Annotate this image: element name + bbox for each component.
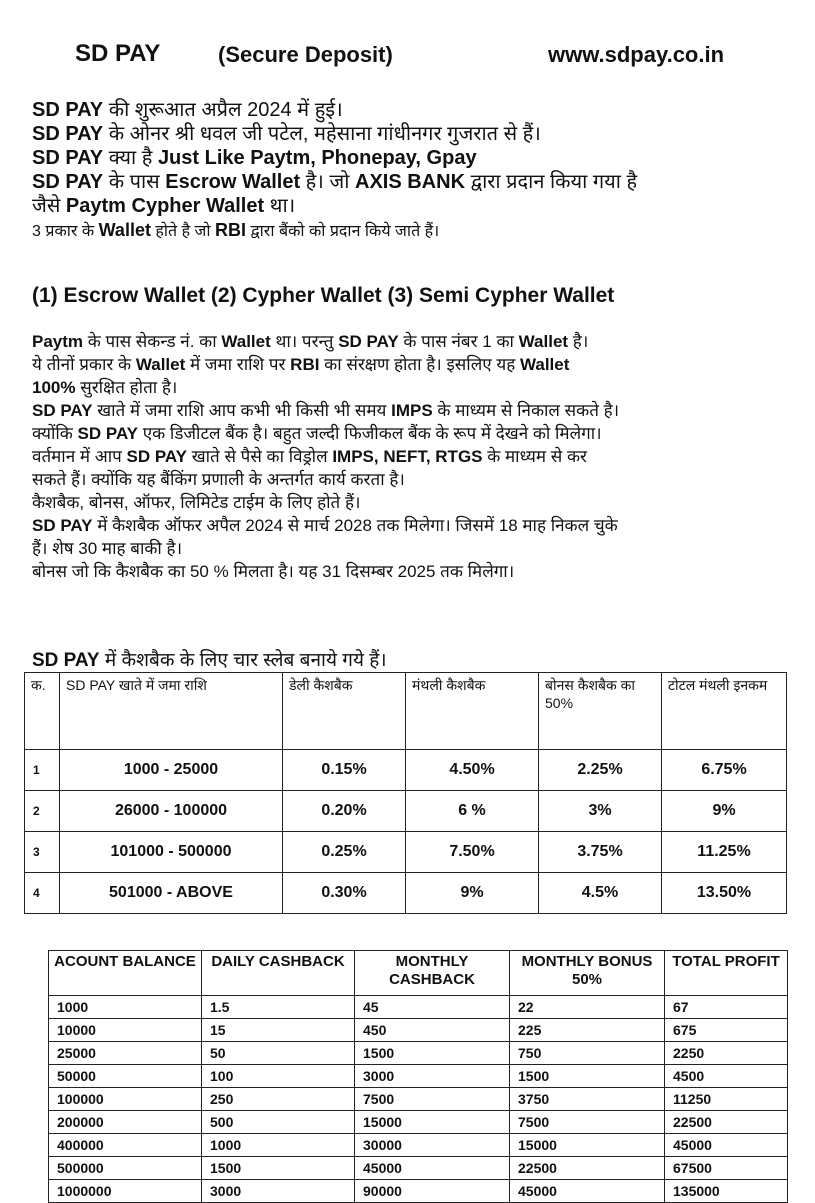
details-line: क्योंकि SD PAY एक डिजीटल बैंक है। बहुत जल्दी फिजीकल बैंक के रूप में देखने को मिलेगा। <box>32 424 602 443</box>
table-row <box>49 1111 788 1134</box>
total-profit: 45000 <box>665 1134 788 1157</box>
monthly-cashback: 1500 <box>355 1042 510 1065</box>
details-line: SD PAY खाते में जमा राशि आप कभी भी किसी भी समय IMPS के माध्यम से निकाल सकते है। <box>32 401 620 420</box>
bonus-cashback: 2.25% <box>539 750 662 791</box>
details-line: सकते हैं। क्योंकि यह बैंकिंग प्रणाली के अन्तर्गत कार्य करता है। <box>32 470 405 489</box>
table-row <box>49 1019 788 1042</box>
monthly-cashback: 9% <box>406 873 539 914</box>
deposit-range: 1000 - 25000 <box>60 750 283 791</box>
monthly-cashback: 450 <box>355 1019 510 1042</box>
slab-header-cell: टोटल मंथली इनकम <box>662 673 787 750</box>
table-row <box>25 873 787 914</box>
slab-header-cell: क. <box>25 673 60 750</box>
total-profit: 675 <box>665 1019 788 1042</box>
total-profit: 22500 <box>665 1111 788 1134</box>
daily-cashback: 0.15% <box>283 750 406 791</box>
account-balance: 25000 <box>49 1042 202 1065</box>
slab-header-cell: डेली कैशबैक <box>283 673 406 750</box>
daily-cashback: 1500 <box>202 1157 355 1180</box>
daily-cashback: 1000 <box>202 1134 355 1157</box>
account-balance: 1000000 <box>49 1180 202 1203</box>
monthly-bonus: 15000 <box>510 1134 665 1157</box>
slab-header-cell: मंथली कैशबैक <box>406 673 539 750</box>
intro-line: जैसे Paytm Cypher Wallet था। <box>32 195 296 217</box>
slab-index: 3 <box>25 832 60 873</box>
brand-subtitle: (Secure Deposit) <box>218 42 393 67</box>
table-row <box>49 1042 788 1065</box>
profit-header-cell: ACOUNT BALANCE <box>49 951 202 996</box>
intro-line: 3 प्रकार के Wallet होते है जो RBI द्वारा बैंको को प्रदान किये जाते हैं। <box>32 220 440 240</box>
document-header <box>0 40 815 80</box>
slab-table <box>24 672 787 914</box>
daily-cashback: 100 <box>202 1065 355 1088</box>
total-profit: 4500 <box>665 1065 788 1088</box>
monthly-cashback: 45000 <box>355 1157 510 1180</box>
table-row <box>49 1157 788 1180</box>
monthly-bonus: 7500 <box>510 1111 665 1134</box>
account-balance: 1000 <box>49 996 202 1019</box>
details-line: हैं। शेष 30 माह बाकी है। <box>32 539 183 558</box>
total-profit: 67 <box>665 996 788 1019</box>
monthly-cashback: 3000 <box>355 1065 510 1088</box>
table-row <box>49 1088 788 1111</box>
daily-cashback: 250 <box>202 1088 355 1111</box>
total-monthly-income: 11.25% <box>662 832 787 873</box>
bonus-cashback: 3.75% <box>539 832 662 873</box>
monthly-bonus: 750 <box>510 1042 665 1065</box>
daily-cashback: 0.25% <box>283 832 406 873</box>
total-monthly-income: 13.50% <box>662 873 787 914</box>
details-line: ये तीनों प्रकार के Wallet में जमा राशि पर RBI का संरक्षण होता है। इसलिए यह Wallet <box>32 355 570 374</box>
daily-cashback: 0.30% <box>283 873 406 914</box>
daily-cashback: 50 <box>202 1042 355 1065</box>
monthly-bonus: 22500 <box>510 1157 665 1180</box>
website-url: www.sdpay.co.in <box>548 42 725 67</box>
daily-cashback: 1.5 <box>202 996 355 1019</box>
intro-line: SD PAY की शुरूआत अप्रैल 2024 में हुई। <box>32 99 343 121</box>
total-profit: 135000 <box>665 1180 788 1203</box>
deposit-range: 26000 - 100000 <box>60 791 283 832</box>
account-balance: 400000 <box>49 1134 202 1157</box>
monthly-cashback: 7500 <box>355 1088 510 1111</box>
profit-header-cell: TOTAL PROFIT <box>665 951 788 996</box>
monthly-cashback: 30000 <box>355 1134 510 1157</box>
daily-cashback: 500 <box>202 1111 355 1134</box>
slab-header-cell: SD PAY खाते में जमा राशि <box>60 673 283 750</box>
monthly-bonus: 3750 <box>510 1088 665 1111</box>
intro-line: SD PAY के पास Escrow Wallet है। जो AXIS BANK द्वारा प्रदान किया गया है <box>32 171 638 193</box>
profit-header-row <box>49 951 788 996</box>
monthly-cashback: 7.50% <box>406 832 539 873</box>
details-line: SD PAY में कैशबैक ऑफर अपैल 2024 से मार्च 2028 तक मिलेगा। जिसमें 18 माह निकल चुके <box>32 516 618 535</box>
total-profit: 67500 <box>665 1157 788 1180</box>
deposit-range: 101000 - 500000 <box>60 832 283 873</box>
details-line: वर्तमान में आप SD PAY खाते से पैसे का विड्रोल IMPS, NEFT, RTGS के माध्यम से कर <box>32 447 587 466</box>
monthly-cashback: 90000 <box>355 1180 510 1203</box>
monthly-bonus: 1500 <box>510 1065 665 1088</box>
details-section <box>32 330 792 583</box>
table-row <box>49 1180 788 1203</box>
table-row <box>25 832 787 873</box>
intro-section <box>32 98 792 244</box>
account-balance: 200000 <box>49 1111 202 1134</box>
details-line: कैशबैक, बोनस, ऑफर, लिमिटेड टाईम के लिए होते हैं। <box>32 493 361 512</box>
monthly-bonus: 45000 <box>510 1180 665 1203</box>
slab-header-cell: बोनस कैशबैक का 50% <box>539 673 662 750</box>
table-row <box>49 1134 788 1157</box>
slab-header-row <box>25 673 787 750</box>
profit-header-cell: MONTHLY CASHBACK <box>355 951 510 996</box>
details-line: Paytm के पास सेकन्ड नं. का Wallet था। परन्तु SD PAY के पास नंबर 1 का Wallet है। <box>32 332 589 351</box>
slab-index: 2 <box>25 791 60 832</box>
total-monthly-income: 6.75% <box>662 750 787 791</box>
intro-line: SD PAY क्या है Just Like Paytm, Phonepay, Gpay <box>32 147 477 169</box>
daily-cashback: 15 <box>202 1019 355 1042</box>
total-monthly-income: 9% <box>662 791 787 832</box>
table-row <box>25 791 787 832</box>
profit-table-body <box>49 996 788 1203</box>
slab-table-heading: SD PAY में कैशबैक के लिए चार स्लेब बनाये गये हैं। <box>32 650 387 671</box>
bonus-cashback: 3% <box>539 791 662 832</box>
monthly-cashback: 15000 <box>355 1111 510 1134</box>
table-row <box>25 750 787 791</box>
brand-name: SD PAY <box>75 40 161 67</box>
details-line: बोनस जो कि कैशबैक का 50 % मिलता है। यह 31 दिसम्बर 2025 तक मिलेगा। <box>32 562 515 581</box>
account-balance: 500000 <box>49 1157 202 1180</box>
profit-table <box>48 950 788 1203</box>
account-balance: 10000 <box>49 1019 202 1042</box>
slab-index: 1 <box>25 750 60 791</box>
table-row <box>49 1065 788 1088</box>
monthly-cashback: 6 % <box>406 791 539 832</box>
monthly-bonus: 225 <box>510 1019 665 1042</box>
monthly-cashback: 4.50% <box>406 750 539 791</box>
deposit-range: 501000 - ABOVE <box>60 873 283 914</box>
monthly-cashback: 45 <box>355 996 510 1019</box>
details-line: 100% सुरक्षित होता है। <box>32 378 178 397</box>
bonus-cashback: 4.5% <box>539 873 662 914</box>
profit-header-cell: DAILY CASHBACK <box>202 951 355 996</box>
daily-cashback: 3000 <box>202 1180 355 1203</box>
wallet-types-heading: (1) Escrow Wallet (2) Cypher Wallet (3) Semi Cypher Wallet <box>32 284 615 307</box>
intro-line: SD PAY के ओनर श्री धवल जी पटेल, महेसाना गांधीनगर गुजरात से हैं। <box>32 123 541 145</box>
monthly-bonus: 22 <box>510 996 665 1019</box>
account-balance: 50000 <box>49 1065 202 1088</box>
account-balance: 100000 <box>49 1088 202 1111</box>
profit-header-cell: MONTHLY BONUS 50% <box>510 951 665 996</box>
total-profit: 11250 <box>665 1088 788 1111</box>
slab-index: 4 <box>25 873 60 914</box>
total-profit: 2250 <box>665 1042 788 1065</box>
daily-cashback: 0.20% <box>283 791 406 832</box>
table-row <box>49 996 788 1019</box>
